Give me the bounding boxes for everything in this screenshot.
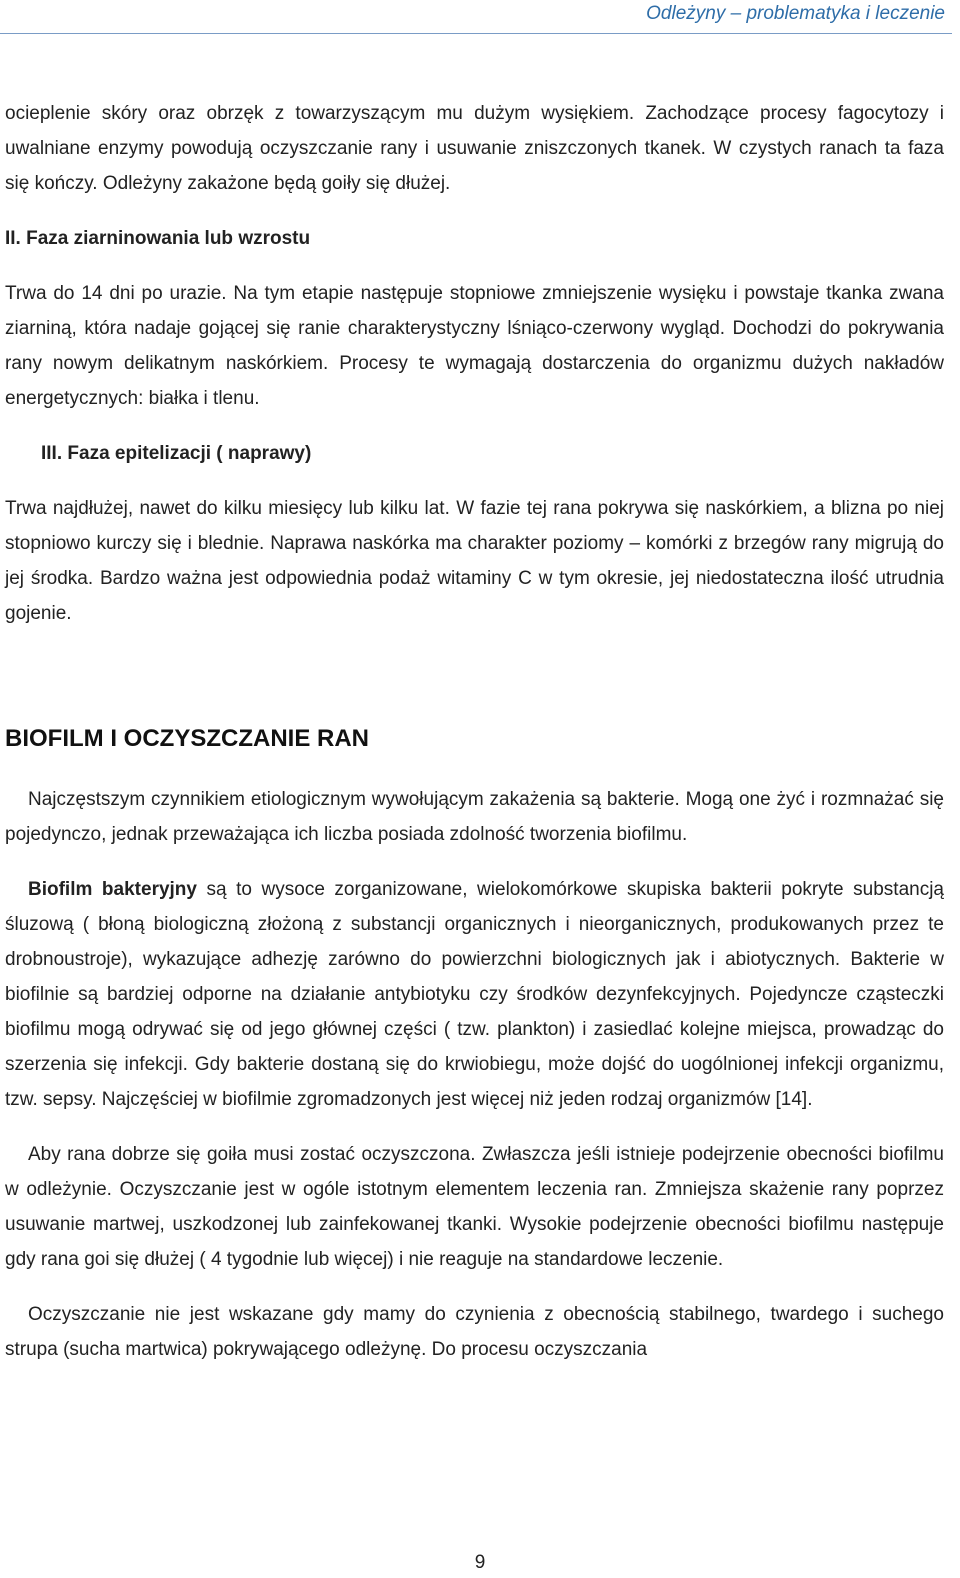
paragraph-biofilm-text: są to wysoce zorganizowane, wielokomórkowe skupiska bakterii pokryte substancją śluzową ( błoną biologiczną złożoną z substancji organicznych i nieorganicznych, produkowanych przez te drobnoustroje), wykazujące adhezję zarówno do powierzchni biologicznych jak i abiotycznych. Bakterie w biofilnie są bardziej odporne na działanie antybiotyku czy środków dezynfekcyjnych. Pojedyncze cząsteczki biofilmu mogą odrywać się od jego głównej części ( tzw. plankton) i zasiedlać kolejne miejsca, prowadząc do szerzenia się infekcji. Gdy bakterie dostaną się do krwiobiegu, może dojść do uogólnionej infekcji organizmu, tzw. sepsy. Najczęściej w biofilmie zgromadzonych jest więcej niż jeden rodzaj organizmów [14].	[5, 879, 944, 1110]
heading-phase-3: III. Faza epitelizacji ( naprawy)	[41, 443, 312, 464]
page-content	[5, 96, 944, 1367]
paragraph-cleansing-contraindication: Oczyszczanie nie jest wskazane gdy mamy do czynienia z obecnością stabilnego, twardego i suchego strupa (sucha martwica) pokrywającego odleżynę. Do procesu oczyszczania	[5, 1304, 944, 1360]
term-biofilm-bakteryjny: Biofilm bakteryjny	[28, 879, 197, 900]
paragraph-phase1-end: ocieplenie skóry oraz obrzęk z towarzyszącym mu dużym wysiękiem. Zachodzące procesy fagocytozy i uwalniane enzymy powodują oczyszczanie rany i usuwanie zniszczonych tkanek. W czystych ranach ta faza się kończy. Odleżyny zakażone będą goiły się dłużej.	[5, 103, 944, 194]
paragraph-phase-2: Trwa do 14 dni po urazie. Na tym etapie następuje stopniowe zmniejszenie wysięku i powstaje tkanka zwana ziarniną, która nadaje gojącej się ranie charakterystyczny lśniąco-czerwony wygląd. Dochodzi do pokrywania rany nowym delikatnym naskórkiem. Procesy te wymagają dostarczenia do organizmu dużych nakładów energetycznych: białka i tlenu.	[5, 283, 944, 409]
page-header	[0, 0, 960, 35]
paragraph-phase-3: Trwa najdłużej, nawet do kilku miesięcy lub kilku lat. W fazie tej rana pokrywa się naskórkiem, a blizna po niej stopniowo kurczy się i blednie. Naprawa naskórka ma charakter poziomy – komórki z brzegów rany migrują do jej środka. Bardzo ważna jest odpowiednia podaż witaminy C w tym okresie, jej niedostateczna ilość utrudnia gojenie.	[5, 498, 944, 624]
paragraph-cleansing: Aby rana dobrze się goiła musi zostać oczyszczona. Zwłaszcza jeśli istnieje podejrzenie obecności biofilmu w odleżynie. Oczyszczanie jest w ogóle istotnym elementem leczenia ran. Zmniejsza skażenie rany poprzez usuwanie martwej, uszkodzonej lub zainfekowanej tkanki. Wysokie podejrzenie obecności biofilmu następuje gdy rana goi się dłużej ( 4 tygodnie lub więcej) i nie reaguje na standardowe leczenie.	[5, 1144, 944, 1270]
heading-phase-2: II. Faza ziarninowania lub wzrostu	[5, 228, 311, 249]
header-divider	[0, 33, 952, 34]
paragraph-biofilm	[5, 872, 944, 1117]
page-number: 9	[474, 1552, 486, 1573]
paragraph-bacteria: Najczęstszym czynnikiem etiologicznym wywołującym zakażenia są bakterie. Mogą one żyć i rozmnażać się pojedynczo, jednak przeważająca ich liczba posiada zdolność tworzenia biofilmu.	[5, 789, 944, 845]
section-title: BIOFILM I OCZYSZCZANIE RAN	[5, 725, 369, 752]
header-title: Odleżyny – problematyka i leczenie	[646, 3, 945, 24]
